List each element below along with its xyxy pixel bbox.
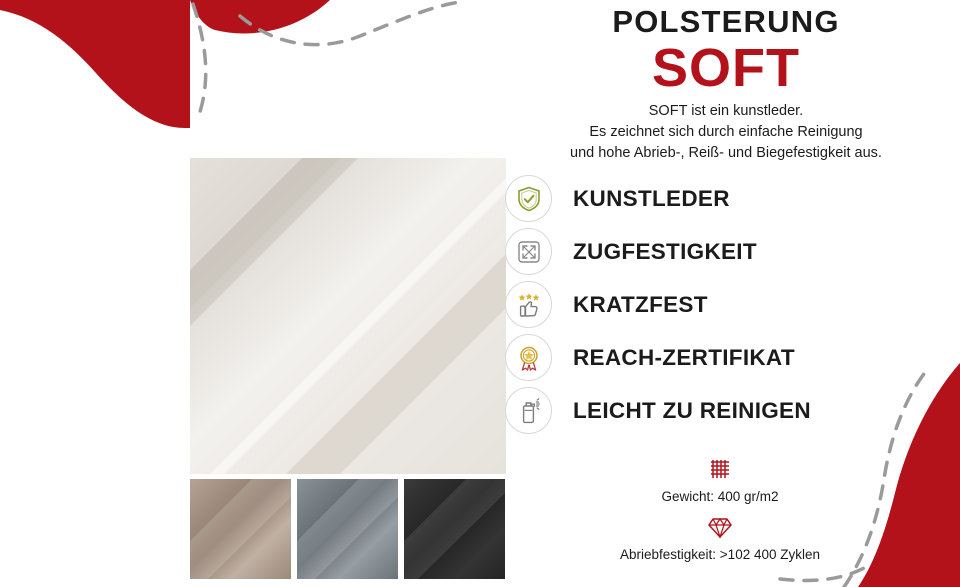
description-line-1: SOFT ist ein kunstleder. — [648, 102, 804, 119]
diamond-icon — [505, 510, 935, 544]
feature-label: KUNSTLEDER — [573, 185, 730, 211]
fabric-weave-icon — [505, 452, 935, 486]
shield-check-icon — [505, 175, 552, 222]
color-swatch-thumbnails — [190, 479, 506, 579]
spec-abrasion — [505, 510, 935, 562]
black-leather-swatch[interactable] — [404, 479, 505, 579]
feature-label: ZUGFESTIGKEIT — [573, 238, 757, 264]
poster-header — [500, 6, 952, 164]
feature-item-leicht-zu-reinigen — [505, 384, 945, 437]
spec-weight — [505, 452, 935, 504]
page-title: POLSTERUNG — [612, 4, 840, 39]
page-subtitle: SOFT — [652, 37, 800, 98]
thumbs-up-stars-icon — [505, 281, 552, 328]
description-line-2: Es zeichnet sich durch einfache Reinigung — [589, 123, 863, 140]
red-decoration-top-left — [0, 0, 460, 140]
cushion-arrows-icon — [505, 228, 552, 275]
spec-abrasion-text: Abriebfestigkeit: >102 400 Zyklen — [620, 547, 820, 562]
taupe-leather-swatch[interactable] — [190, 479, 291, 579]
certificate-rosette-icon — [505, 334, 552, 381]
main-material-photo — [190, 158, 506, 474]
feature-label: KRATZFEST — [573, 291, 708, 317]
feature-label: LEICHT ZU REINIGEN — [573, 397, 811, 423]
feature-item-reach-zertifikat — [505, 331, 945, 384]
feature-list — [505, 172, 945, 437]
feature-item-kunstleder — [505, 172, 945, 225]
specifications — [505, 452, 935, 568]
description-text — [500, 101, 952, 164]
spray-cleaning-icon — [505, 387, 552, 434]
feature-item-zugfestigkeit — [505, 225, 945, 278]
grey-leather-swatch[interactable] — [297, 479, 398, 579]
feature-label: REACH-ZERTIFIKAT — [573, 344, 795, 370]
description-line-3: und hohe Abrieb-, Reiß- und Biegefestigkeit aus. — [570, 144, 882, 161]
feature-item-kratzfest — [505, 278, 945, 331]
spec-weight-text: Gewicht: 400 gr/m2 — [661, 489, 779, 504]
